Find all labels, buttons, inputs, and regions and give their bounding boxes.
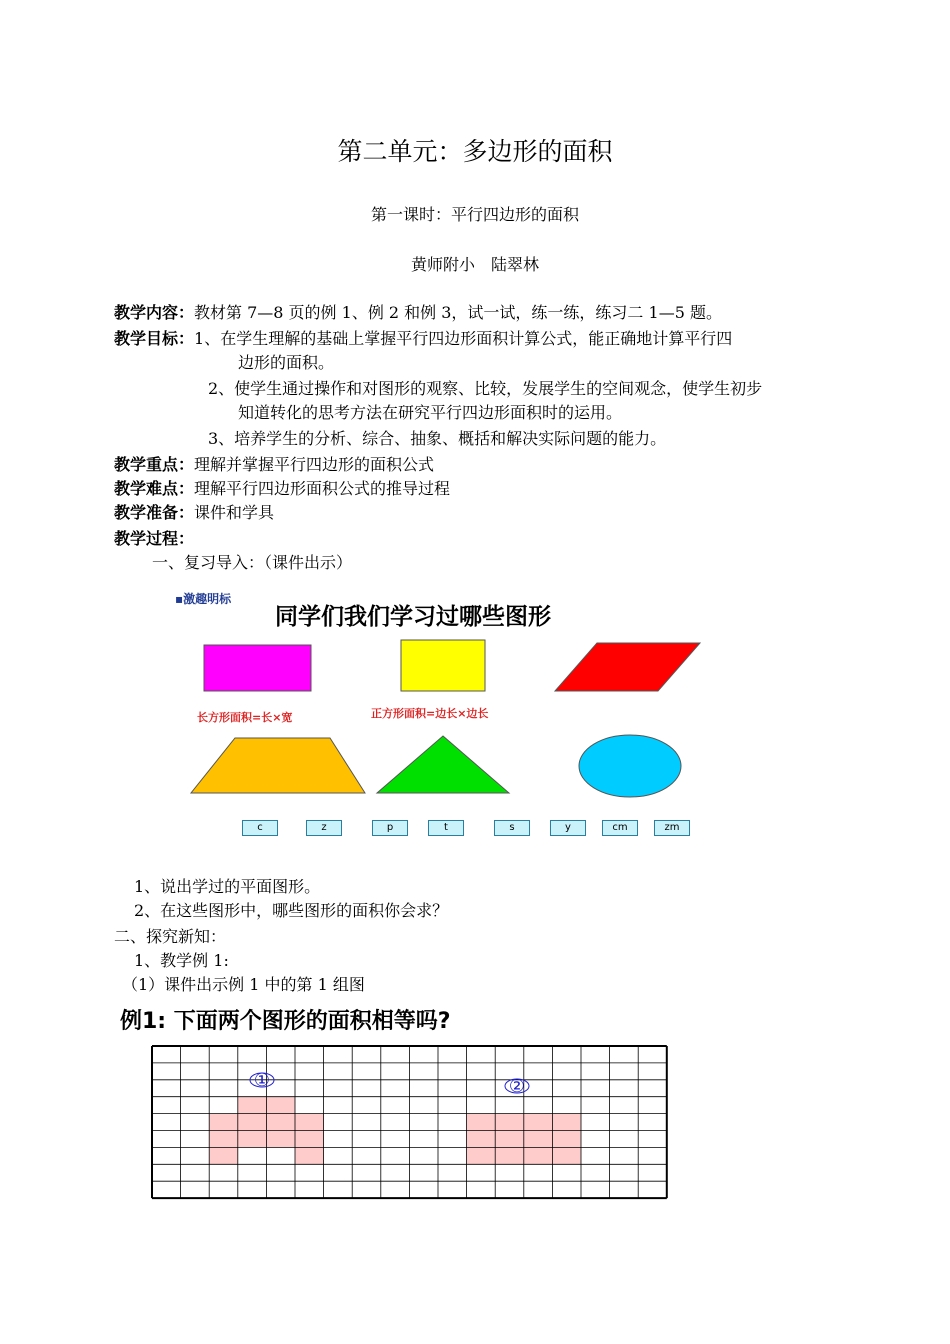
goal-2-line-a: 2、使学生通过操作和对图形的观察、比较，发展学生的空间观念，使学生初步: [208, 379, 763, 398]
button-p[interactable]: p: [372, 820, 408, 836]
shaded-cell: [495, 1114, 524, 1131]
slide-tag-text: 激趣明标: [183, 592, 232, 606]
author-line: 黄师附小 陆翠林: [410, 255, 539, 274]
triangle-shape: [377, 736, 509, 793]
teaching-content-text: 教材第 7—8 页的例 1、例 2 和例 3，试一试，练一练，练习二 1—5 题。: [194, 303, 722, 322]
button-s[interactable]: s: [494, 820, 530, 836]
page-title: 第二单元：多边形的面积: [337, 137, 613, 166]
difficulty-text: 理解平行四边形面积公式的推导过程: [194, 479, 451, 498]
shaded-cell: [295, 1114, 324, 1131]
teaching-difficulty: [114, 476, 450, 499]
prep-text: 课件和学具: [194, 503, 275, 522]
teaching-goal-1: [114, 326, 732, 349]
button-y[interactable]: y: [550, 820, 586, 836]
shape-2-label: ②: [508, 1076, 526, 1097]
process-label: 教学过程：: [114, 529, 195, 548]
button-cm[interactable]: cm: [602, 820, 638, 836]
shaded-cell: [495, 1131, 524, 1148]
button-z[interactable]: z: [306, 820, 342, 836]
shaded-cell: [266, 1131, 295, 1148]
goal-1-line-a: 1、在学生理解的基础上掌握平行四边形面积计算公式，能正确地计算平行四: [194, 329, 733, 348]
teaching-content: [114, 300, 722, 323]
shaded-cell: [524, 1131, 553, 1148]
slide-heading: 同学们我们学习过哪些图形: [275, 604, 551, 630]
shaded-cell: [524, 1114, 553, 1131]
shaded-cell: [295, 1131, 324, 1148]
shaded-cell: [467, 1147, 496, 1164]
square-formula: 正方形面积=边长×边长: [371, 707, 489, 720]
shaded-cell: [209, 1147, 238, 1164]
shaded-cell: [495, 1147, 524, 1164]
goal-1-line-b: 边形的面积。: [238, 353, 335, 372]
question-1: 1、说出学过的平面图形。: [134, 877, 321, 896]
shaded-cell: [552, 1114, 581, 1131]
shaded-cell: [467, 1131, 496, 1148]
question-2: 2、在这些图形中，哪些图形的面积你会求？: [134, 901, 449, 920]
button-zm[interactable]: zm: [654, 820, 690, 836]
difficulty-label: 教学难点：: [114, 479, 195, 498]
shaded-cell: [238, 1114, 267, 1131]
explore-heading: 二、探究新知：: [114, 927, 227, 946]
teaching-key: [114, 452, 434, 475]
shaded-cell: [266, 1097, 295, 1114]
shaded-cell: [295, 1147, 324, 1164]
rectangle-shape: [204, 645, 311, 691]
shaded-cell: [266, 1114, 295, 1131]
example-1-heading: 1、教学例 1:: [134, 951, 229, 970]
lesson-subtitle: 第一课时：平行四边形的面积: [370, 205, 579, 224]
example-slide-heading: 例1: 下面两个图形的面积相等吗?: [120, 1009, 451, 1034]
shaded-cell: [238, 1097, 267, 1114]
button-c[interactable]: c: [242, 820, 278, 836]
teaching-goal-label: 教学目标：: [114, 329, 195, 348]
shaded-cell: [552, 1147, 581, 1164]
prep-label: 教学准备：: [114, 503, 195, 522]
teaching-prep: [114, 500, 274, 523]
teaching-process: [114, 526, 194, 549]
shaded-cell: [524, 1147, 553, 1164]
slide-tag: ▪激趣明标: [175, 592, 232, 606]
review-heading: 一、复习导入：（课件出示）: [152, 553, 353, 572]
shaded-cell: [238, 1131, 267, 1148]
trapezoid-shape: [191, 738, 365, 793]
shaded-cell: [209, 1131, 238, 1148]
shape-1-label: ①: [253, 1070, 271, 1091]
parallelogram-shape: [555, 643, 700, 691]
goal-2-line-b: 知道转化的思考方法在研究平行四边形面积时的运用。: [238, 403, 623, 422]
grid-figure: [150, 1044, 670, 1200]
key-text: 理解并掌握平行四边形的面积公式: [194, 455, 435, 474]
shaded-cell: [467, 1114, 496, 1131]
example-1-sub: （1）课件出示例 1 中的第 1 组图: [122, 975, 365, 994]
ellipse-shape: [579, 735, 681, 797]
square-shape: [401, 640, 485, 691]
key-label: 教学重点：: [114, 455, 195, 474]
shaded-cell: [209, 1114, 238, 1131]
button-t[interactable]: t: [428, 820, 464, 836]
goal-3: 3、培养学生的分析、综合、抽象、概括和解决实际问题的能力。: [208, 429, 667, 448]
shapes-slide: [175, 590, 735, 850]
shaded-cell: [552, 1131, 581, 1148]
rectangle-formula: 长方形面积=长×宽: [197, 711, 293, 724]
teaching-content-label: 教学内容：: [114, 303, 195, 322]
